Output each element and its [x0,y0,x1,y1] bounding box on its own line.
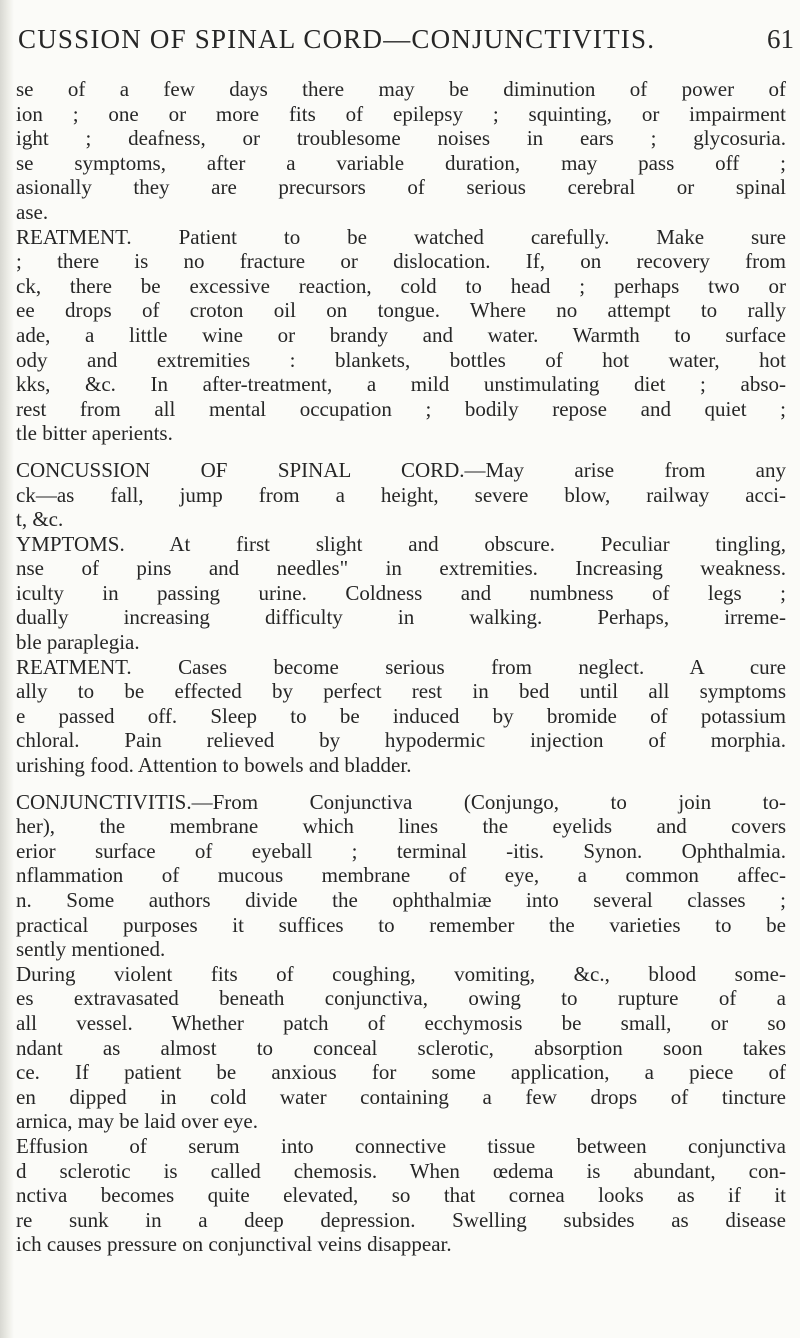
text-line: t, &c. [16,507,64,532]
section-concussion-spinal-cord [16,458,786,778]
text-line: Effusion of serum into connective tissue between conjunctiva [16,1133,786,1158]
text-line: ight ; deafness, or troublesome noises in ears ; glycosuria. [16,126,786,151]
text-line: REATMENT. Patient to be watched carefully. Make sure [16,224,786,249]
page-header [18,24,798,64]
text-line: ase. [16,199,49,224]
text-line: practical purposes it suffices to remember the varieties to be [16,912,786,937]
text-line: erior surface of eyeball ; terminal -itis. Synon. Ophthalmia. [16,838,786,863]
text-line: kks, &c. In after-treatment, a mild unstimulating diet ; abso- [16,372,786,397]
text-line: her), the membrane which lines the eyelids and covers [16,814,786,839]
text-line: ck, there be excessive reaction, cold to head ; perhaps two or [16,273,786,298]
text-line: ; there is no fracture or dislocation. If, on recovery from [16,249,786,274]
text-line: nflammation of mucous membrane of eye, a common affec- [16,863,786,888]
text-line: n. Some authors divide the ophthalmiæ into several classes ; [16,888,786,912]
text-line: ee drops of croton oil on tongue. Where no attempt to rally [16,298,786,323]
text-line: CONJUNCTIVITIS.—From Conjunctiva (Conjungo, to join to- [16,789,786,814]
text-line: rest from all mental occupation ; bodily repose and quiet ; [16,396,786,421]
text-line: dually increasing difficulty in walking. Perhaps, irreme- [16,605,786,630]
text-line: ich causes pressure on conjunctival veins disappear. [16,1232,452,1257]
text-line: During violent fits of coughing, vomiting, &c., blood some- [16,961,786,986]
section-concussion-brain-tail [16,77,786,446]
section-conjunctivitis [16,790,786,1257]
text-line: nctiva becomes quite elevated, so that cornea looks as if it [16,1183,786,1208]
text-line: ade, a little wine or brandy and water. Warmth to surface [16,322,786,347]
text-line: ble paraplegia. [16,630,140,655]
text-line: CONCUSSION OF SPINAL CORD.—May arise from any [16,457,786,482]
text-line: en dipped in cold water containing a few drops of tincture [16,1084,786,1109]
running-head: CUSSION OF SPINAL CORD—CONJUNCTIVITIS. [18,24,656,54]
text-line: d sclerotic is called chemosis. When œdema is abundant, con- [16,1158,786,1183]
text-line: re sunk in a deep depression. Swelling subsides as disease [16,1207,786,1232]
text-line: chloral. Pain relieved by hypodermic injection of morphia. [16,728,786,753]
section-gap [16,778,786,790]
text-line: nse of pins and needles" in extremities. Increasing weakness. [16,556,786,581]
text-line: se of a few days there may be diminution of power of [16,77,786,101]
text-line: tle bitter aperients. [16,421,173,446]
text-line: REATMENT. Cases become serious from neglect. A cure [16,654,786,679]
text-line: e passed off. Sleep to be induced by bromide of potassium [16,703,786,728]
text-line: asionally they are precursors of serious cerebral or spinal [16,175,786,200]
page-number: 61 [767,24,794,54]
text-line: iculty in passing urine. Coldness and numbness of legs ; [16,580,786,605]
text-line: ce. If patient be anxious for some application, a piece of [16,1060,786,1085]
text-line: sently mentioned. [16,937,166,962]
text-line: ally to be effected by perfect rest in bed until all symptoms [16,679,786,704]
text-line: ody and extremities : blankets, bottles of hot water, hot [16,347,786,372]
text-body [16,77,786,1257]
section-gap [16,446,786,458]
text-line: urishing food. Attention to bowels and bladder. [16,753,412,778]
text-line: es extravasated beneath conjunctiva, owing to rupture of a [16,986,786,1011]
text-line: ion ; one or more fits of epilepsy ; squinting, or impairment [16,101,786,126]
text-line: ndant as almost to conceal sclerotic, absorption soon takes [16,1035,786,1060]
text-line: se symptoms, after a variable duration, may pass off ; [16,150,786,175]
text-line: arnica, may be laid over eye. [16,1109,258,1134]
text-line: ck—as fall, jump from a height, severe blow, railway acci- [16,482,786,507]
page-gutter-shadow [0,0,14,1338]
text-line: YMPTOMS. At first slight and obscure. Peculiar tingling, [16,531,786,556]
text-line: all vessel. Whether patch of ecchymosis be small, or so [16,1010,786,1035]
